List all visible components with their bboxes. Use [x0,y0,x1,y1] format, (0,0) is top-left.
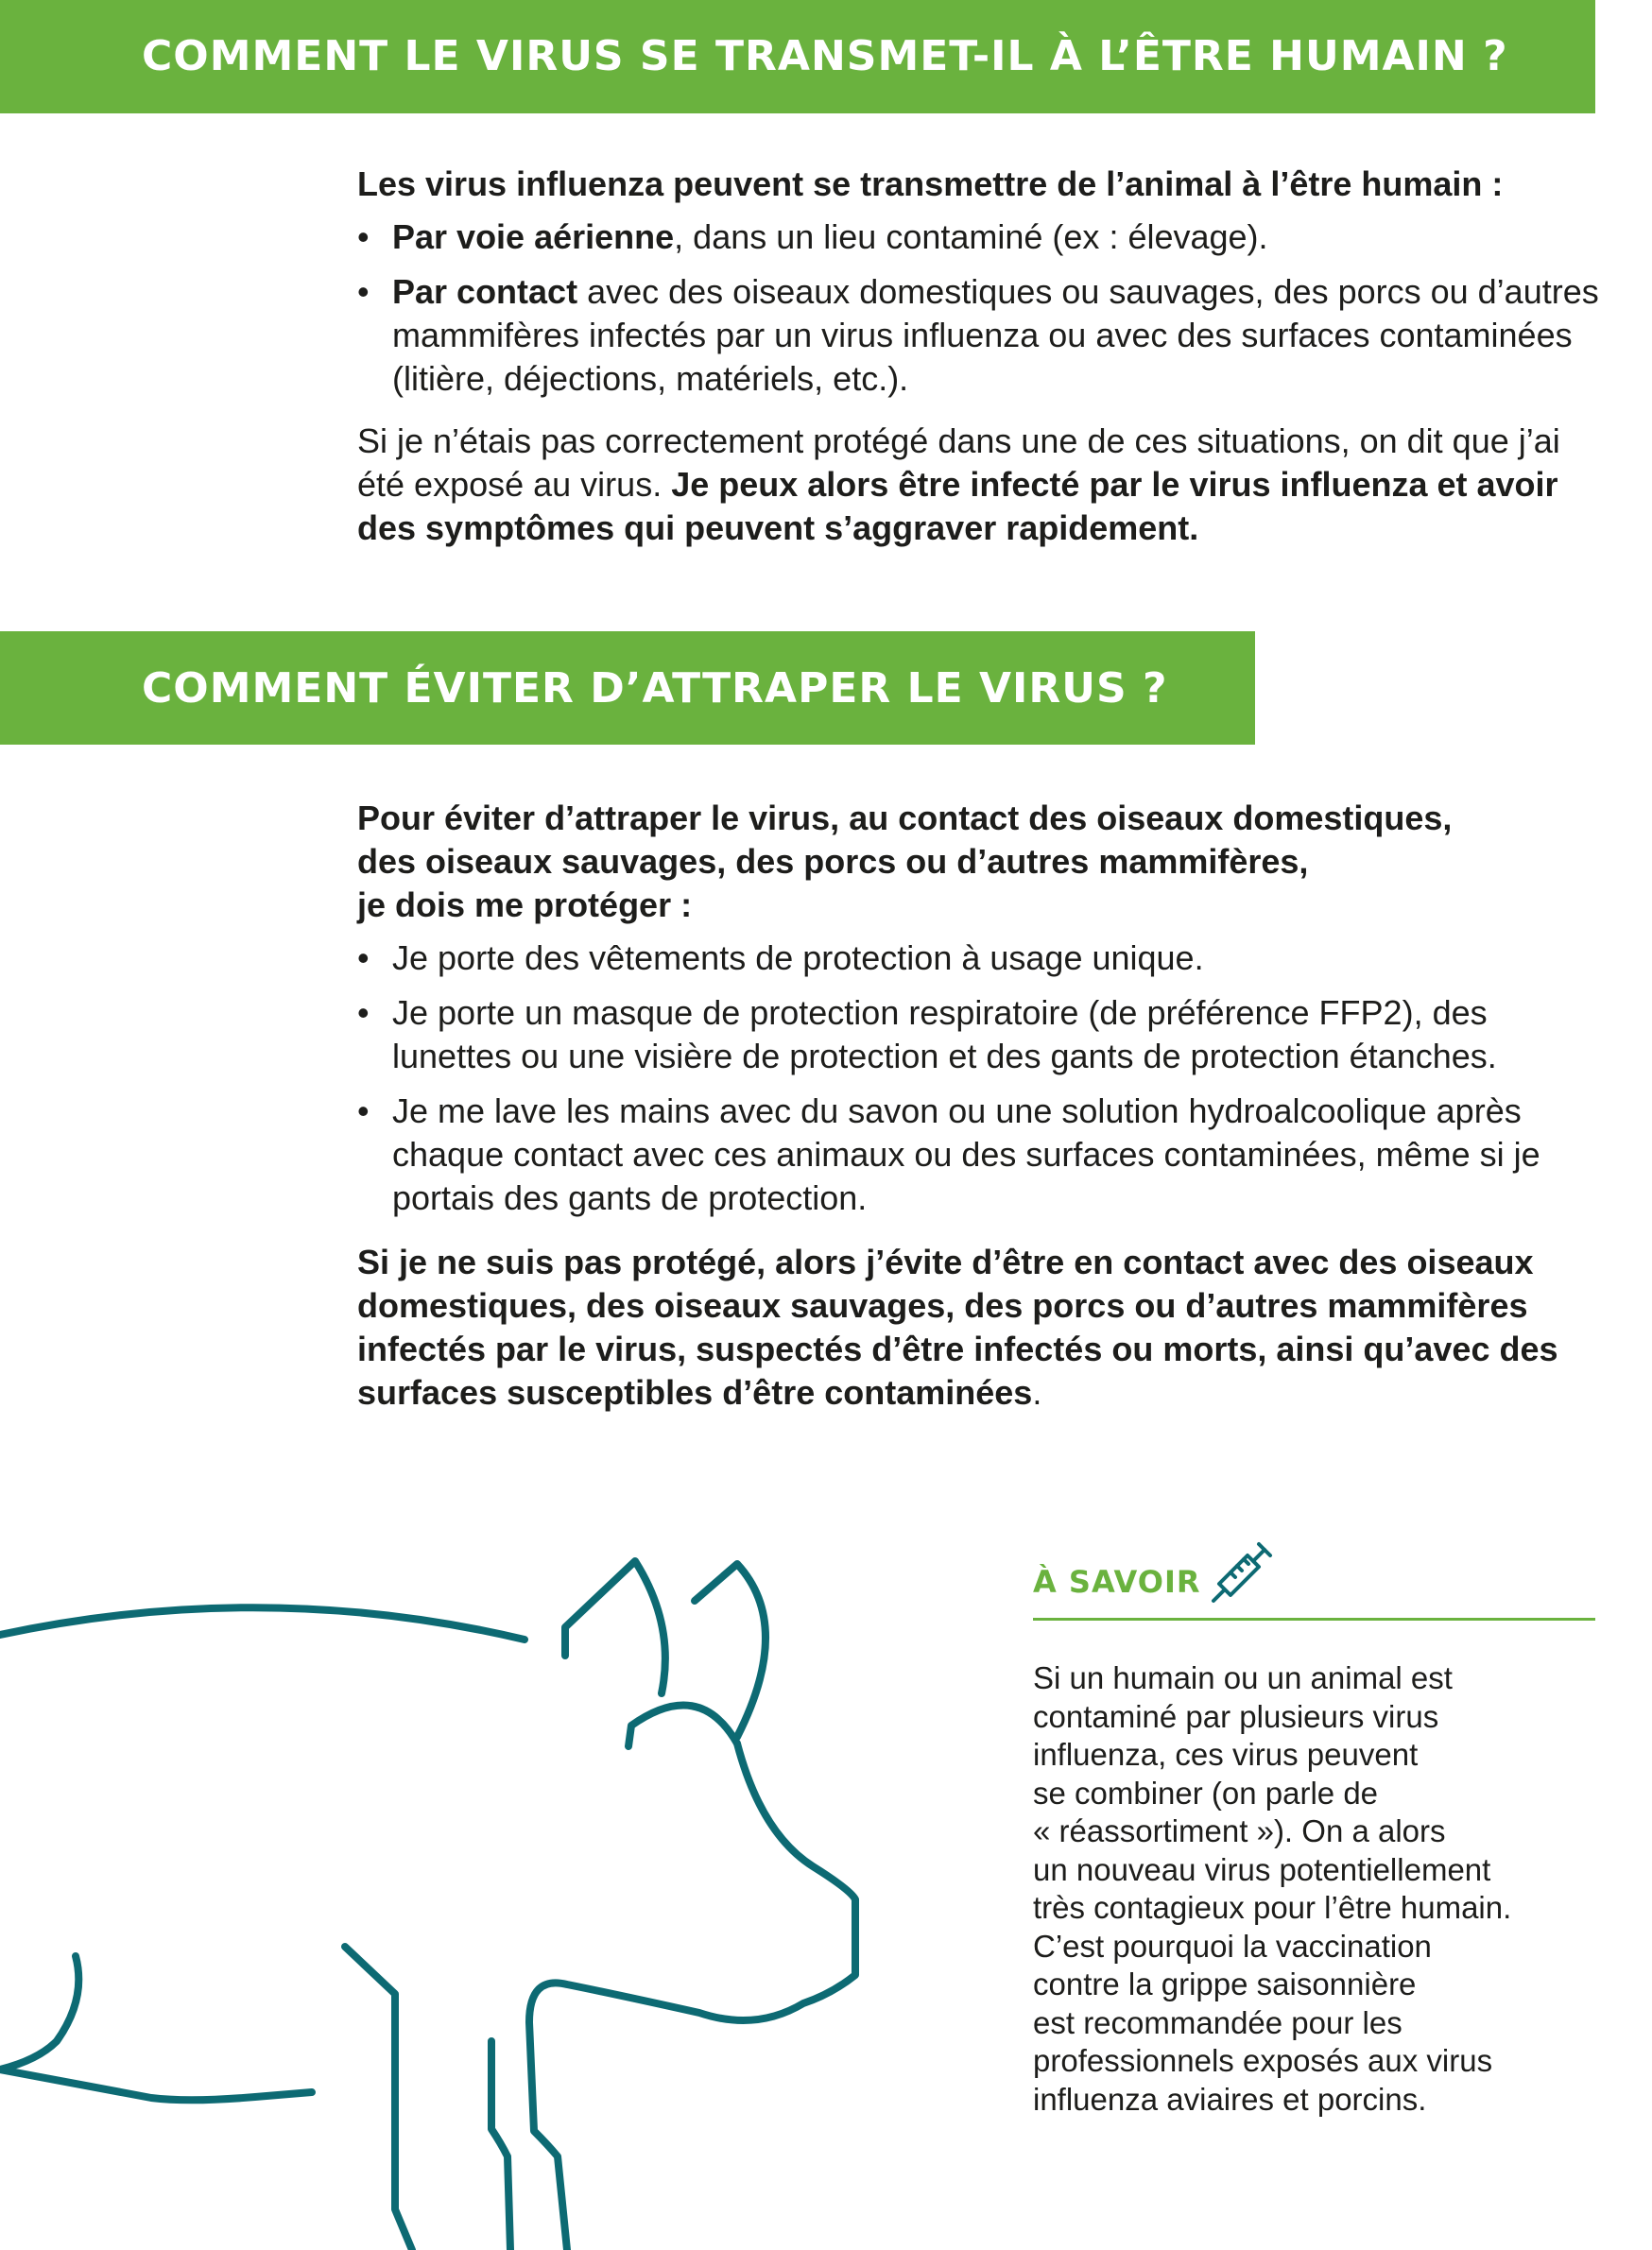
pig-illustration [0,1545,869,2250]
prevention-list [357,936,1605,1220]
section-title-prevention: COMMENT ÉVITER D’ATTRAPER LE VIRUS ? [0,631,1255,745]
bullet-text: , dans un lieu contaminé (ex : élevage). [674,217,1268,256]
a-savoir-line: « réassortiment »). On a alors [1033,1813,1446,1848]
bullet-icon: • [357,1091,370,1130]
bullet-text: avec des oiseaux domestiques ou sauvages, des porcs ou d’autres mammifères infectés par un virus influenza ou avec des surfaces contaminées (litière, déjections, matériels, etc.). [392,272,1599,398]
closing-warning: Si je ne suis pas protégé, alors j’évite d’être en contact avec des oiseaux domestiques, des oiseaux sauvages, des porcs ou d’autres mammifères infectés par le virus, suspectés d’être infectés ou morts, ainsi qu’avec des surfaces susceptibles d’être contaminées [357,1243,1558,1412]
a-savoir-title: À SAVOIR [1033,1564,1201,1600]
transmission-lead: Les virus influenza peuvent se transmettre de l’animal à l’être humain : [357,164,1504,203]
a-savoir-text [1033,1659,1600,2119]
a-savoir-line: contaminé par plusieurs virus [1033,1698,1439,1734]
lead-line: des oiseaux sauvages, des porcs ou d’autres mammifères, [357,842,1309,881]
bullet-bold: Par voie aérienne [392,217,675,256]
bullet-bold: Par contact [392,272,578,311]
bullet-icon: • [357,993,370,1032]
bullet-text: Je porte un masque de protection respiratoire (de préférence FFP2), des lunettes ou une visière de protection et des gants de protection étanches. [392,993,1497,1075]
bullet-icon: • [357,217,370,256]
exposure-warning: Je peux alors être infecté par le virus influenza et avoir des symptômes qui peuvent s’aggraver rapidement. [357,465,1558,547]
prevention-lead [357,797,1605,927]
exposure-text: Si je n’étais pas correctement protégé dans une de ces situations, on dit que j’ai été exposé au virus. [357,421,1560,504]
transmission-list [357,215,1605,401]
a-savoir-line: influenza, ces virus peuvent [1033,1737,1419,1772]
section-title-transmission: COMMENT LE VIRUS SE TRANSMET-IL À L’ÊTRE HUMAIN ? [0,0,1595,113]
exposure-paragraph [357,420,1605,550]
a-savoir-line: Si un humain ou un animal est [1033,1660,1453,1695]
prevention-section [357,797,1605,1415]
a-savoir-line: très contagieux pour l’être humain. [1033,1890,1512,1925]
a-savoir-line: contre la grippe saisonnière [1033,1967,1417,2001]
a-savoir-line: influenza aviaires et porcins. [1033,2081,1427,2117]
bullet-text: Je me lave les mains avec du savon ou une solution hydroalcoolique après chaque contact avec ces animaux ou des surfaces contaminées, même si je portais des gants de protection. [392,1091,1540,1217]
lead-line: Pour éviter d’attraper le virus, au contact des oiseaux domestiques, [357,799,1453,837]
a-savoir-line: se combiner (on parle de [1033,1775,1379,1811]
transmission-section [357,163,1605,550]
bullet-icon: • [357,938,370,977]
list-item [357,215,1605,259]
a-savoir-line: un nouveau virus potentiellement [1033,1851,1491,1887]
list-item [357,270,1605,401]
lead-line: je dois me protéger : [357,885,693,924]
closing-end: . [1032,1373,1042,1412]
closing-paragraph [357,1241,1605,1415]
a-savoir-line: professionnels exposés aux virus [1033,2043,1493,2078]
list-item [357,1090,1605,1220]
a-savoir-line: est recommandée pour les [1033,2004,1402,2040]
bullet-icon: • [357,272,370,311]
list-item [357,991,1605,1078]
a-savoir-line: C’est pourquoi la vaccination [1033,1928,1432,1964]
bullet-text: Je porte des vêtements de protection à usage unique. [392,938,1204,977]
a-savoir-divider [1033,1618,1595,1621]
syringe-icon [1210,1538,1276,1605]
list-item [357,936,1605,980]
